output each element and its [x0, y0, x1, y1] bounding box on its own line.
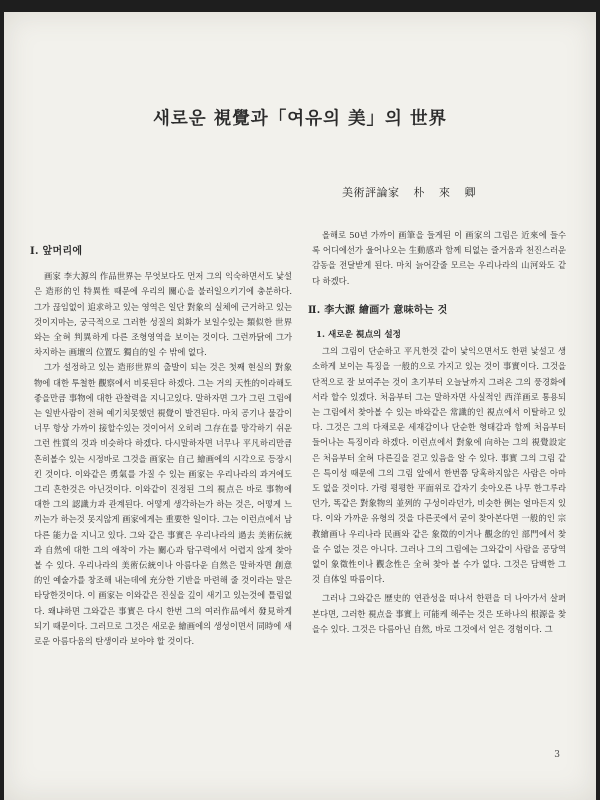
page-number: 3: [554, 750, 560, 760]
author-byline: 美術評論家 朴 來 卿: [342, 186, 476, 199]
article-title: 새로운 視覺과「여유의 美」의 世界: [152, 109, 448, 129]
right-column: [308, 228, 566, 637]
body-paragraph: 그의 그림이 단순하고 平凡한것 같이 낯익으면서도 한편 낯설고 생소하게 보이는 특징을 一般的으로 가지고 있는 것이 事實이다. 그것을 단적으로 잘 보여주는 것이 초기부터 오늘날까지 그려온 그의 풍경화에서라 할수 있겠다. 처음부터 그는 말하자면 사실적인 西洋画로 통용되는 그림에서 찾아볼 수 있는 바와같은 常識的인 視点에서 이탈하고 있다. 그것은 그의 다채로운 세재감이나 단순한 형태감과 함께 처음부터 들어나는 특징이라 하겠다. 이런点에서 對象에 向하는 그의 視覺設定은 처음부터 全혀 다른길을 걷고 있음을 알 수 있다. 事實 그의 그림 같은 특이성 때문에 그의 그림 앞에서 한번쯤 당혹하지않은 사람은 아마도 없을 것이다. 가령 평평한 平面위로 갑자기 솟아오른 나무 한그루라던가, 똑같은 對象物의 並列的 구성이라던가, 비슷한 例는 얼마든지 있다. 이와 가까운 유형의 것을 다른곳에서 굳이 찾아본다면 一般的인 宗教繪画나 우리나라 民画와 같은 象徵的이거나 觀念的인 部門에서 찾을 수 없는 것은 아니다. 그러나 그의 그림에는 그와같이 사람을 공당역없이 象徵性이나 觀念性은 全혀 찾아 볼 수가 없다. 그것은 담백한 그것 自体일 따름이다.: [312, 346, 566, 585]
document-page: [4, 12, 596, 800]
section-heading-meaning: Ⅱ. 李大源 繪画가 意味하는 것: [308, 304, 448, 316]
left-column: [30, 244, 292, 649]
subsection-heading: 1. 새로운 視点의 설정: [316, 330, 401, 341]
body-paragraph: 그가 설정하고 있는 造形世界의 출발이 되는 것은 첫째 현실의 對象物에 대한 투철한 觀察에서 비롯된다 하겠다. 그는 거의 天性的이라해도 좋을만큼 事物에 대한 관찰력을 지니고있다. 말하자면 그가 그린 그림에는 일반사람이 전혀 예기치못했던 視覺이 발견된다. 마치 공기나 물감이 너무 항상 가까이 接할수있는 것이어서 오히려 그存在를 망각하기 쉬운 그런 性質의 것과 비슷하다 하겠다. 다시말하자면 너무나 平凡하리만큼 흔히볼수 있는 시정바로 그것을 画家는 自己 繪画에의 시각으로 등장시킨 것이다. 이와같은 勇氣를 가질 수 있는 画家는 우리나라의 과거에도 그리 흔한것은 아닌것이다. 이와같이 진정된 그의 視点은 바로 事物에 대한 그의 認識力과 관계된다. 어떻게 생각하는가 하는 것은, 어떻게 느끼는가 하는것 못지않게 画家에게는 重要한 일이다. 그는 이런点에서 남다른 能力을 지니고 있다. 그와 같은 事實은 우리나라의 過去 美術伝統과 自然에 대한 그의 애착이 가는 關心과 탐구력에서 어렵지 않게 찾아볼 수 있다. 우리나라의 美術伝統이나 아름다운 自然은 말하자면 創意的인 예술가를 창조해 내는데에 充分한 기반을 마련해 줄 것이라는 말은 타당한것이다. 이 画家는 이와같은 진실을 깊이 새기고 있는것에 틀림없다. 왜냐하면 그와같은 事實은 다시 한번 그의 여러作品에서 發見하게 되기 때문이다. 그러므로 그것은 새로운 繪画에의 생성이면서 同時에 새로운 아름다움의 탄생이라 보아야 할 것이다.: [34, 362, 292, 647]
body-paragraph: 그러나 그와같은 歷史的 연관성을 떠나서 한편을 더 나아가서 살펴본다면, 그러한 視点을 事實上 可能케 해주는 것은 또하나의 根源을 찾을수 있다. 그것은 다름아닌 自然, 바로 그것에서 얻은 경험이다. 그: [312, 593, 566, 634]
section-heading-intro: Ⅰ. 앞머리에: [30, 246, 83, 257]
body-paragraph: 画家 李大源의 作品世界는 무엇보다도 먼저 그의 익숙하면서도 낯설은 造形的인 特異性 때문에 우리의 關心을 불러일으키기에 충분하다. 그가 끊임없이 追求하고 있는 영역은 일단 對象의 실체에 근거하고 있는것이지마는, 궁극적으로 그러한 성질의 회화가 보일수있는 類似한 世界와는 全혀 判異하게 다른 조형영역을 보이는 것이다. 그런까닭에 그가 차지하는 画壇의 位置도 獨自的일 수 밖에 없다.: [34, 271, 292, 358]
body-paragraph: 올해로 50년 가까이 画筆을 들게된 이 画家의 그림은 近來에 들수록 어디에선가 울어나오는 生動感과 함께 티없는 즐거움과 천진스러운 감동을 전달받게 된다. 마치 늙어갈줄 모르는 우리나라의 山河와도 같다 하겠다.: [312, 230, 566, 286]
